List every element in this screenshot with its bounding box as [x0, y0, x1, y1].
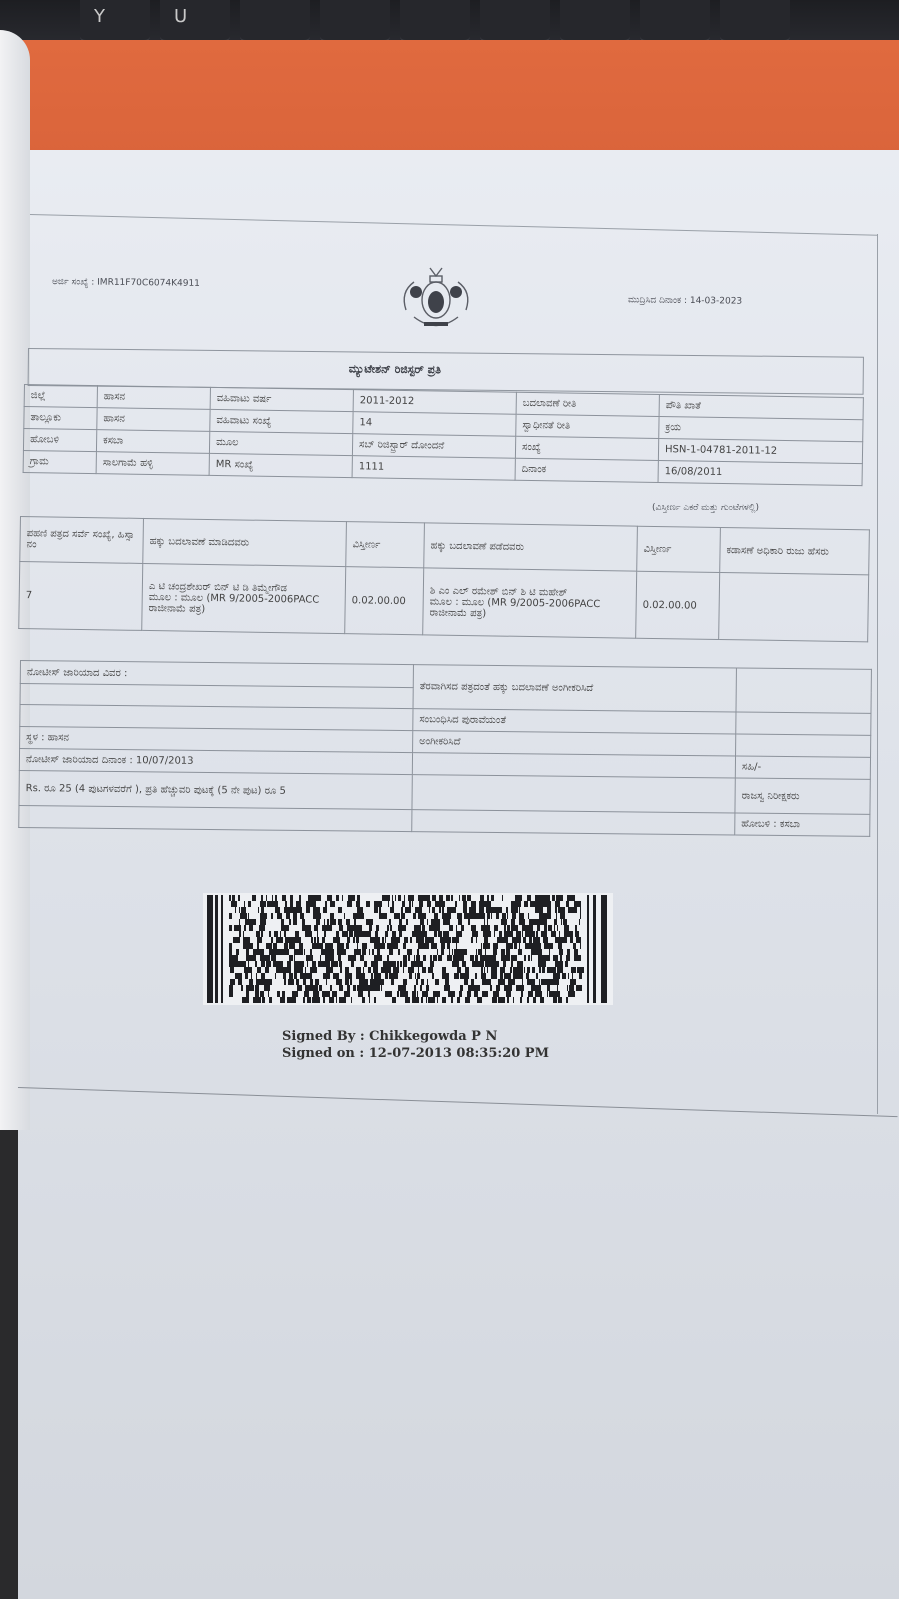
value-acquisition-type: ಕ್ರಯ [659, 416, 863, 441]
mutation-info-table [23, 384, 864, 486]
label-hobli: ಹೋಬಳಿ [23, 429, 96, 452]
notice-details-table [18, 660, 872, 837]
digital-signature-block [282, 1028, 549, 1062]
keyboard-key [480, 0, 550, 42]
state-emblem-icon [394, 262, 478, 336]
place-label: ಸ್ಥಳ : ಹಾಸನ [20, 727, 413, 753]
column-header: ಪಹಣಿ ಪತ್ರದ ಸರ್ವೆ ಸಂಖ್ಯೆ, ಹಿಸ್ಸಾ ನಂ [20, 517, 144, 564]
related-evidence-text: ಸಂಬಂಧಿಸಿದ ಪುರಾವೆಯಂತೆ [413, 709, 736, 734]
label-mr-number: MR ಸಂಖ್ಯೆ [209, 453, 352, 477]
label-number: ಸಂಖ್ಯೆ [515, 436, 658, 460]
value-mr-number: 1111 [352, 456, 515, 481]
keyboard-key [240, 0, 310, 42]
table-row [19, 562, 869, 642]
label-district: ಜಿಲ್ಲೆ [24, 385, 97, 408]
label-village: ಗ್ರಾಮ [23, 450, 96, 473]
notice-empty-cell [19, 805, 412, 831]
notice-right-cell [736, 668, 871, 713]
value-transaction-year: 2011-2012 [353, 390, 516, 415]
notice-right-cell [736, 712, 871, 735]
notice-issued-label: ನೋಟೀಸ್ ಜಾರಿಯಾದ ವಿವರ : [20, 661, 413, 688]
label-transaction-number: ವಹಿವಾಟು ಸಂಖ್ಯೆ [210, 409, 353, 433]
notice-date: ನೋಟೀಸ್ ಜಾರಿಯಾದ ದಿನಾಂಕ : 10/07/2013 [19, 749, 412, 775]
keyboard-key [720, 0, 790, 42]
signed-by: Signed By : Chikkegowda P N [282, 1029, 498, 1044]
value-source: ಸಬ್ ರಿಜಿಸ್ಟ್ರಾರ್ ದೋಂದನೆ [352, 434, 515, 459]
label-taluk: ತಾಲ್ಲೂಕು [24, 407, 97, 430]
notice-empty-cell [412, 775, 735, 813]
barcode-icon [203, 893, 613, 1005]
label-source: ಮೂಲ [209, 431, 352, 455]
print-date: ಮುದ್ರಿಸಿದ ದಿನಾಂಕ : 14-03-2023 [627, 295, 743, 307]
keyboard-key [560, 0, 630, 42]
officer-signature-cell [719, 572, 869, 641]
area-unit-note: (ವಿಸ್ತೀರ್ಣ ಎಕರೆ ಮತ್ತು ಗುಂಟೆಗಳಲ್ಲಿ) [652, 503, 760, 513]
value-date: 16/08/2011 [658, 460, 862, 485]
keyboard-key: U [160, 0, 230, 42]
column-header: ಹಕ್ಕು ಬದಲಾವಣೆ ಮಾಡಿದವರು [143, 518, 347, 566]
label-date: ದಿನಾಂಕ [515, 458, 658, 482]
keyboard-key: Y [80, 0, 150, 42]
rights-change-table [18, 516, 870, 642]
column-header: ವಿಸ್ತೀರ್ಣ [637, 526, 721, 572]
hobli-label: ಹೋಬಳಿ : ಕಸಬಾ [735, 813, 870, 836]
label-acquisition-type: ಸ್ವಾಧೀನತೆ ರೀತಿ [516, 414, 659, 438]
column-header: ವಿಸ್ತೀರ್ಣ [346, 522, 425, 568]
revenue-inspector-label: ರಾಜಸ್ವ ನಿರೀಕ್ಷಕರು [735, 778, 870, 814]
application-number: ಅರ್ಜಿ ಸಂಖ್ಯೆ : IMR11F70C6074K4911 [51, 277, 200, 289]
label-transaction-year: ವಹಿವಾಟು ವರ್ಷ [210, 387, 353, 411]
keyboard-key [320, 0, 390, 42]
notice-approval-text: ತೆರವಾಗಿಸದ ಪತ್ರದಂತೆ ಹಕ್ಕು ಬದಲಾವಣೆ ಅಂಗೀಕರಿಸಿದೆ [413, 665, 736, 712]
value-number: HSN-1-04781-2011-12 [658, 438, 862, 463]
value-village: ಸಾಲಗಾಮೆ ಹಳ್ಳಿ [96, 452, 209, 476]
fee-note: Rs. ರೂ 25 (4 ಪುಟಗಳವರೆಗೆ ), ಪ್ರತಿ ಹೆಚ್ಚುವರಿ ಪುಟಕ್ಕೆ (5 ನೇ ಪುಟ) ರೂ 5 [19, 770, 412, 809]
value-change-type: ಪೌತಿ ಖಾತೆ [659, 394, 863, 419]
column-header: ಕಡಾಸಣೆ ಅಧಿಕಾರಿ ರುಜು ಹೆಸರು [720, 528, 870, 575]
transferor-cell [142, 563, 346, 633]
transferee-cell [423, 568, 637, 638]
value-district: ಹಾಸನ [97, 386, 210, 410]
transferee-name: ಶಿ ಎಂ ಎಲ್ ರಮೇಶ್ ಬಿನ್ ಶಿ ಟಿ ಮಹೇಶ್ [429, 584, 568, 599]
approved-text: ಅಂಗೀಕರಿಸಿದೆ [413, 731, 736, 756]
document-title: ಮ್ಯುಟೇಶನ್ ರಿಜಿಸ್ಟರ್ ಪ್ರತಿ [348, 362, 442, 377]
survey-number: 7 [19, 562, 143, 631]
transferor-name: ಎ ಟಿ ಚಂದ್ರಶೇಖರ್ ಬಿನ್ ಟಿ ಡಿ ತಿಮ್ಮೇಗೌಡ [148, 580, 288, 594]
column-header: ಹಕ್ಕು ಬದಲಾವಣೆ ಪಡೆದವರು [424, 523, 638, 571]
transferor-area: 0.02.00.00 [345, 567, 424, 635]
signed-on: Signed on : 12-07-2013 08:35:20 PM [282, 1046, 549, 1061]
value-hobli: ಕಸಬಾ [96, 430, 209, 454]
notice-right-cell [736, 734, 871, 757]
value-taluk: ಹಾಸನ [97, 408, 210, 432]
keyboard-key [400, 0, 470, 42]
transferee-detail: ಮೂಲ : ಮೂಲ (MR 9/2005-2006PACC ರಾಜೀನಾಮೆ ಪತ್ರ) [429, 595, 601, 619]
keyboard-key [640, 0, 710, 42]
label-change-type: ಬದಲಾವಣೆ ರೀತಿ [516, 392, 659, 416]
notice-empty-cell [412, 810, 735, 835]
transferee-area: 0.02.00.00 [636, 571, 720, 639]
signature-mark: ಸಹಿ/- [735, 756, 870, 779]
transferor-detail: ಮೂಲ : ಮೂಲ (MR 9/2005-2006PACC ರಾಜೀನಾಮೆ ಪತ್ರ) [148, 591, 320, 615]
frame-right-line [877, 234, 878, 1114]
value-transaction-number: 14 [353, 412, 516, 437]
